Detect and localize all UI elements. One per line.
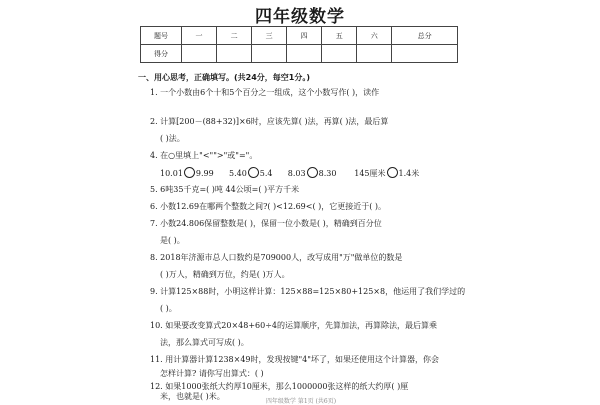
section-heading: 一、用心思考，正确填写。(共24分，每空1分。) xyxy=(138,73,311,82)
question-10-line-1: 10. 如果要改变算式20×48+60÷4的运算顺序，先算加法，再算除法，最后算乘 xyxy=(150,321,438,330)
score-header-col: 六 xyxy=(357,27,392,45)
compare-d-right: 1.4米 xyxy=(398,169,420,178)
compare-circle[interactable] xyxy=(387,167,398,178)
question-9-line-1: 9. 计算125×88时，小明这样计算：125×88=125×80+125×8，他运用了我们学过的 xyxy=(150,287,466,296)
score-header-col: 一 xyxy=(182,27,217,45)
compare-c-left: 8.03 xyxy=(287,169,306,178)
score-cell xyxy=(287,45,322,63)
score-header-label: 题号 xyxy=(141,27,182,45)
question-10-line-2: 法，那么算式可写成( )。 xyxy=(160,338,249,347)
compare-circle[interactable] xyxy=(307,167,318,178)
score-header-col: 四 xyxy=(287,27,322,45)
score-header-total: 总分 xyxy=(392,27,458,45)
question-7-line-1: 7. 小数24.806保留整数是( )，保留一位小数是( )，精确到百分位 xyxy=(150,219,382,228)
compare-b-left: 5.40 xyxy=(228,169,247,178)
page-footer: 四年级数学 第1页 (共6页) xyxy=(265,398,337,405)
question-4: 4. 在○里填上"<"">"或"="。 xyxy=(150,151,258,160)
question-7-line-2: 是( )。 xyxy=(160,236,185,245)
score-header-col: 三 xyxy=(252,27,287,45)
score-cell xyxy=(357,45,392,63)
compare-a-left: 10.01 xyxy=(160,169,183,178)
question-5: 5. 6吨35千克=( )吨 44公顷=( )平方千米 xyxy=(150,185,300,194)
question-8-line-2: ( )万人，精确到万位，约是( )万人。 xyxy=(160,270,290,279)
compare-d-left: 145厘米 xyxy=(354,169,386,178)
compare-c-right: 8.30 xyxy=(318,169,337,178)
compare-circle[interactable] xyxy=(248,167,259,178)
question-6: 6. 小数12.69在哪两个整数之间?( )<12.69<( )，它更接近于( )。 xyxy=(150,202,387,211)
question-12-line-1: 12. 如果1000张纸大约厚10厘米，那么1000000张这样的纸大约厚( )厘 xyxy=(150,382,409,391)
question-11-line-1: 11. 用计算器计算1238×49时，发现按键"4"坏了，如果还使用这个计算器，你会 xyxy=(150,355,439,364)
score-cell xyxy=(182,45,217,63)
compare-a-right: 9.99 xyxy=(195,169,214,178)
compare-b-right: 5.4 xyxy=(259,169,273,178)
question-11-line-2: 怎样计算? 请你写出算式：( ) xyxy=(160,369,264,378)
score-table-score-row xyxy=(141,45,458,63)
score-cell xyxy=(252,45,287,63)
question-9-line-2: ( )。 xyxy=(160,304,177,313)
score-row-label: 得分 xyxy=(141,45,182,63)
score-header-col: 五 xyxy=(322,27,357,45)
score-table-header-row xyxy=(141,27,458,45)
page-title: 四年级数学 xyxy=(255,7,345,27)
score-cell xyxy=(322,45,357,63)
question-12-line-2: 米，也就是( )米。 xyxy=(160,392,225,401)
score-cell xyxy=(392,45,458,63)
score-header-col: 二 xyxy=(217,27,252,45)
score-cell xyxy=(217,45,252,63)
question-1: 1. 一个小数由6个十和5个百分之一组成，这个小数写作( )，读作 xyxy=(150,88,380,97)
score-table xyxy=(140,26,458,63)
question-4-comparisons xyxy=(160,167,482,179)
question-2-line-1: 2. 计算[200－(88+32)]×6时，应该先算( )法，再算( )法，最后算 xyxy=(150,117,389,126)
question-2-line-2: ( )法。 xyxy=(160,134,185,143)
question-8-line-1: 8. 2018年济源市总人口数约是709000人，改写成用"万"做单位的数是 xyxy=(150,253,403,262)
compare-circle[interactable] xyxy=(184,167,195,178)
